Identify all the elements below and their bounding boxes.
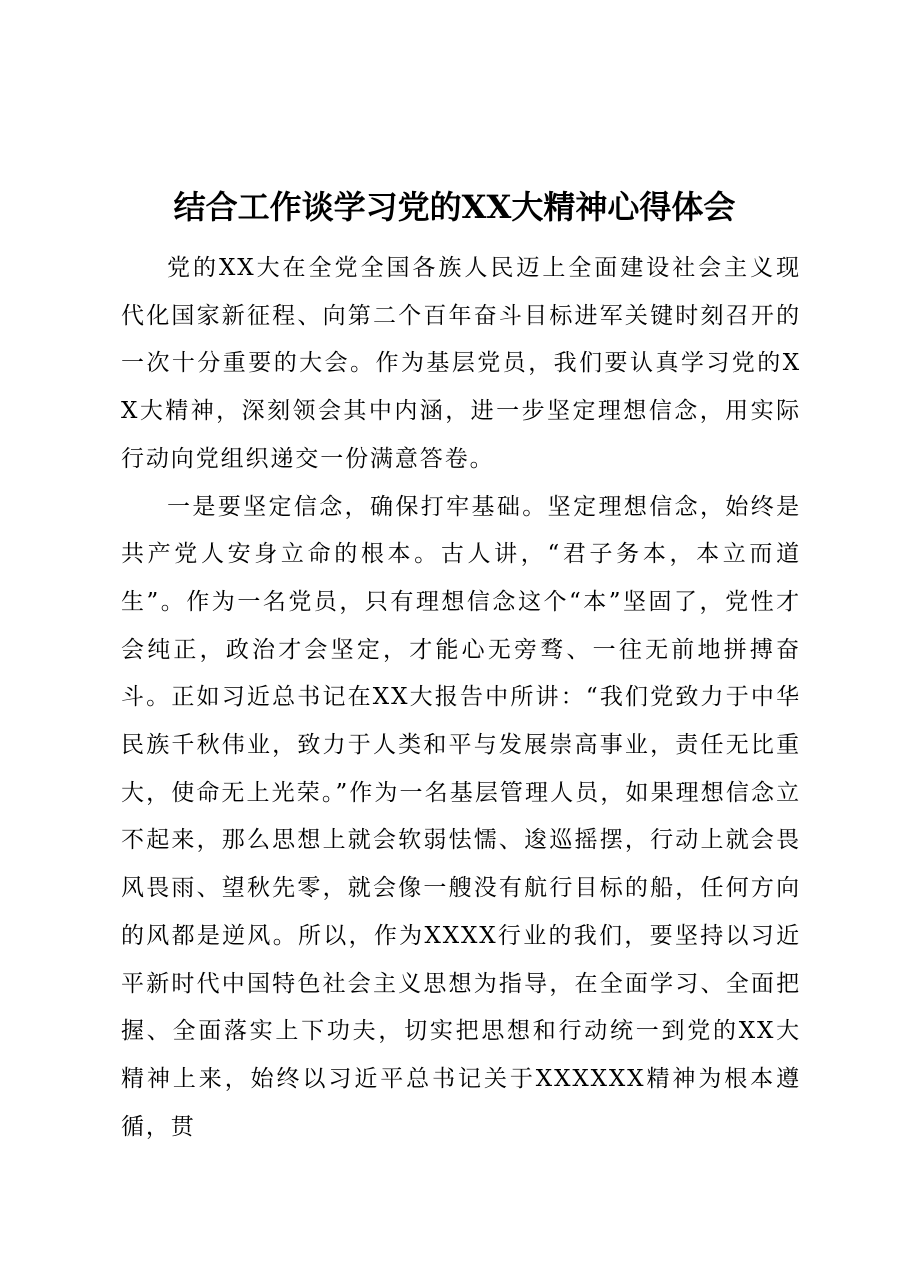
- paragraph-intro: 党的XX大在全党全国各族人民迈上全面建设社会主义现代化国家新征程、向第二个百年奋斗目标进军关键时刻召开的一次十分重要的大会。作为基层党员，我们要认真学习党的XX大精神，深刻领会其中内涵，进一步坚定理想信念，用实际行动向党组织递交一份满意答卷。: [121, 255, 801, 472]
- document-title: 结合工作谈学习党的XX大精神心得体会: [173, 188, 736, 227]
- paragraph-firm-belief: 一是要坚定信念，确保打牢基础。坚定理想信念，始终是共产党人安身立命的根本。古人讲，“君子务本，本立而道生”。作为一名党员，只有理想信念这个“本”坚固了，党性才会纯正，政治才会坚定，才能心无旁骛、一往无前地拼搏奋斗。正如习近总书记在XX大报告中所讲：“我们党致力于中华民族千秋伟业，致力于人类和平与发展崇高事业，责任无比重大，使命无上光荣。”作为一名基层管理人员，如果理想信念立不起来，那么思想上就会软弱怯懦、逡巡摇摆，行动上就会畏风畏雨、望秋先零，就会像一艘没有航行目标的船，任何方向的风都是逆风。所以，作为XXXX行业的我们，要坚持以习近平新时代中国特色社会主义思想为指导，在全面学习、全面把握、全面落实上下功夫，切实把思想和行动统一到党的XX大精神上来，始终以习近平总书记关于XXXXXX精神为根本遵循，贯: [121, 493, 801, 1140]
- document-body: [121, 245, 801, 1151]
